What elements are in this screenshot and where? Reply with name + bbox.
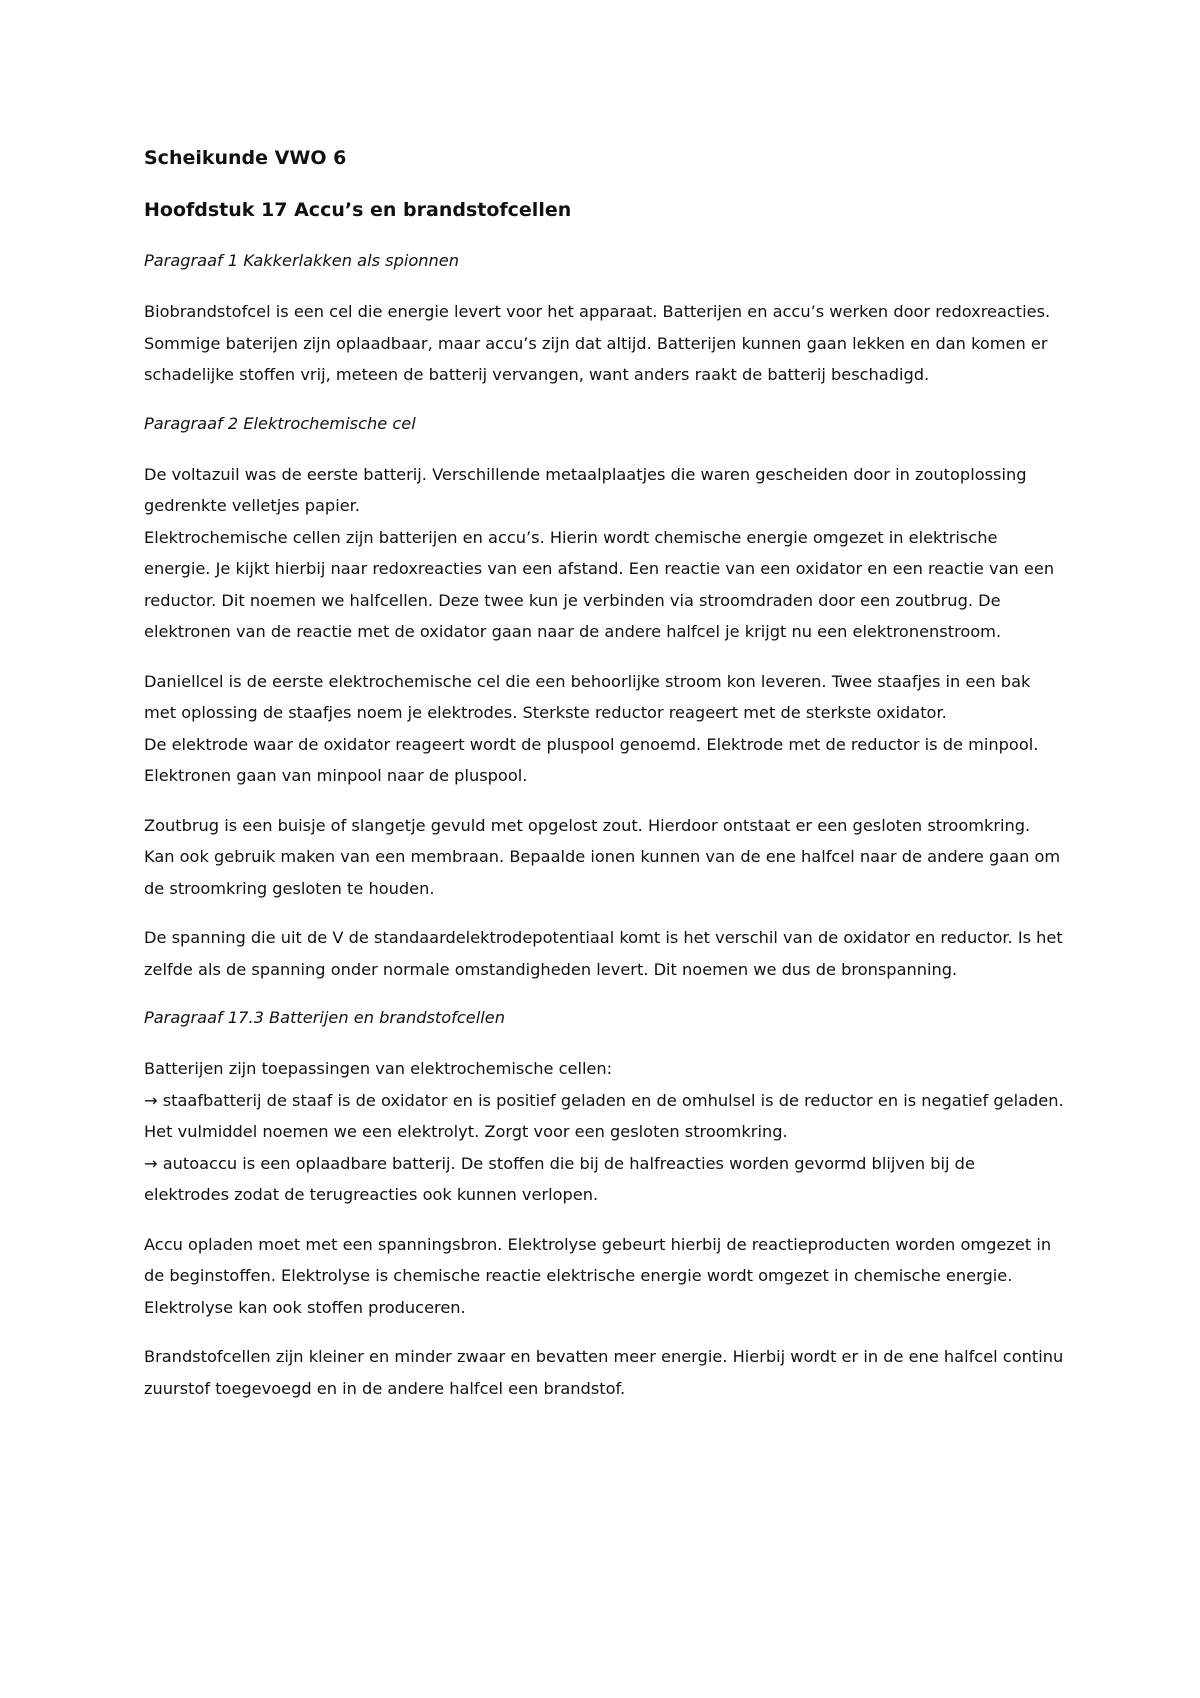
paragraph-batterijen-toepassingen: Batterijen zijn toepassingen van elektrochemische cellen:: [144, 1059, 613, 1078]
paragraph-brandstofcellen: Brandstofcellen zijn kleiner en minder zwaar en bevatten meer energie. Hierbij wordt er in de ene halfcel continu zuurstof toegevoegd en in de andere halfcel een brandstof.: [144, 1347, 1064, 1398]
paragraph-pluspool-minpool: De elektrode waar de oxidator reageert wordt de pluspool genoemd. Elektrode met de reductor is de minpool. Elektronen gaan van minpool naar de pluspool.: [144, 734, 1039, 785]
section-heading-3: Paragraaf 17.3 Batterijen en brandstofcellen: [144, 1008, 505, 1027]
paragraph-staafbatterij: → staafbatterij de staaf is de oxidator en is positief geladen en de omhulsel is de reductor en is negatief geladen. Het vulmiddel noemen we een elektrolyt. Zorgt voor een gesloten stroomkring.: [144, 1090, 1064, 1141]
paragraph-accu-opladen: Accu opladen moet met een spanningsbron. Elektrolyse gebeurt hierbij de reactieproducten worden omgezet in de beginstoffen. Elektrolyse is chemische reactie elektrische energie wordt omgezet in chemische energie. Elektrolyse kan ook stoffen produceren.: [144, 1234, 1052, 1317]
paragraph-voltazuil: De voltazuil was de eerste batterij. Verschillende metaalplaatjes die waren gescheiden door in zoutoplossing gedrenkte velletjes papier.: [144, 464, 1027, 515]
paragraph-autoaccu: → autoaccu is een oplaadbare batterij. De stoffen die bij de halfreacties worden gevormd blijven bij de elektrodes zodat de terugreacties ook kunnen verlopen.: [144, 1153, 975, 1204]
paragraph-bronspanning: De spanning die uit de V de standaardelektrodepotentiaal komt is het verschil van de oxidator en reductor. Is het zelfde als de spanning onder normale omstandigheden levert. Dit noemen we dus de bronspanning.: [144, 928, 1063, 979]
paragraph-zoutbrug: Zoutbrug is een buisje of slangetje gevuld met opgelost zout. Hierdoor ontstaat er een gesloten stroomkring. Kan ook gebruik maken van een membraan. Bepaalde ionen kunnen van de ene halfcel naar de andere gaan om de stroomkring gesloten te houden.: [144, 815, 1061, 898]
document-title: Scheikunde VWO 6: [144, 147, 347, 169]
paragraph-elektrochemische-cellen: Elektrochemische cellen zijn batterijen en accu’s. Hierin wordt chemische energie omgezet in elektrische energie. Je kijkt hierbij naar redoxreacties van een afstand. Een reactie van een oxidator en een reactie van een reductor. Dit noemen we halfcellen. Deze twee kun je verbinden via stroomdraden door een zoutbrug. De elektronen van de reactie met de oxidator gaan naar de andere halfcel je krijgt nu een elektronenstroom.: [144, 527, 1055, 641]
document-page: [144, 144, 1064, 1422]
chapter-title: Hoofdstuk 17 Accu’s en brandstofcellen: [144, 199, 572, 221]
paragraph-biobrandstofcel: Biobrandstofcel is een cel die energie levert voor het apparaat. Batterijen en accu’s werken door redoxreacties. Sommige baterijen zijn oplaadbaar, maar accu’s zijn dat altijd. Batterijen kunnen gaan lekken en dan komen er schadelijke stoffen vrij, meteen de batterij vervangen, want anders raakt de batterij beschadigd.: [144, 302, 1051, 384]
section-heading-2: Paragraaf 2 Elektrochemische cel: [144, 413, 416, 433]
paragraph-daniellcel: Daniellcel is de eerste elektrochemische cel die een behoorlijke stroom kon leveren. Twee staafjes in een bak met oplossing de staafjes noem je elektrodes. Sterkste reductor reageert met de sterkste oxidator.: [144, 671, 1031, 722]
section-heading-1: Paragraaf 1 Kakkerlakken als spionnen: [144, 251, 460, 270]
